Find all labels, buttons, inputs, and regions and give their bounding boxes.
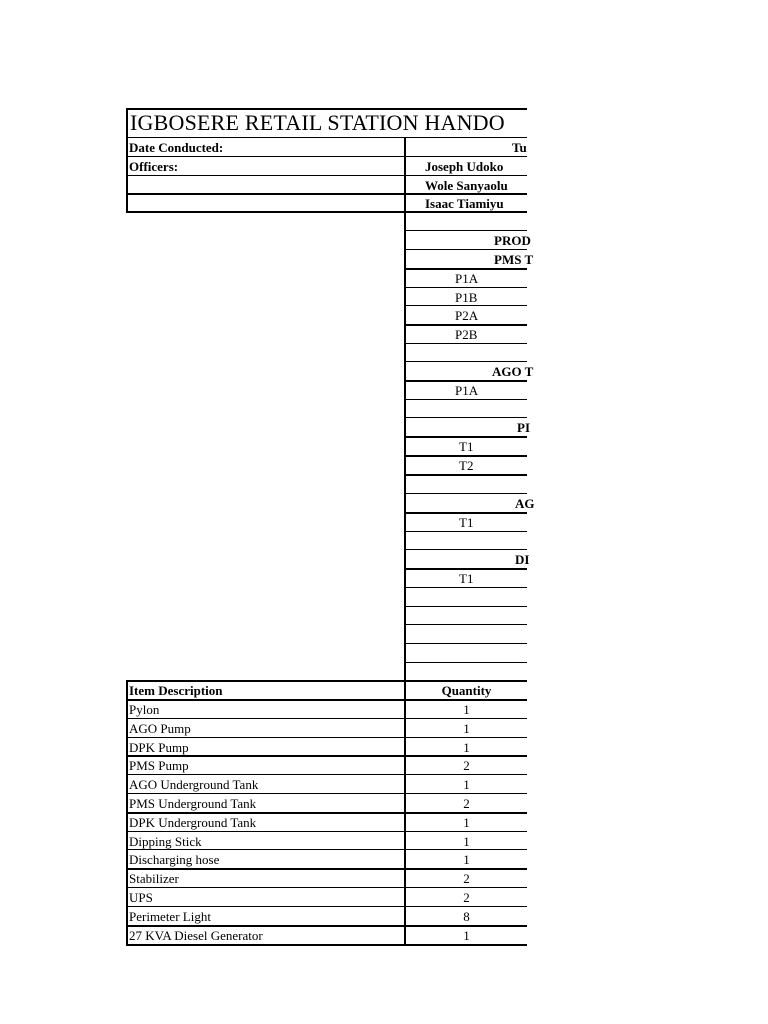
item-description: Perimeter Light: [129, 908, 211, 924]
item-quantity: 1: [463, 833, 470, 849]
item-quantity: 1: [463, 814, 470, 830]
rule: [405, 474, 527, 476]
rule: [405, 606, 527, 607]
ago-pumps-heading: AGO T: [492, 363, 534, 379]
item-description: Stabilizer: [129, 870, 179, 886]
rule: [405, 643, 527, 644]
officers-label: Officers:: [129, 158, 179, 174]
tank-label: T1: [459, 514, 474, 530]
item-description: DPK Underground Tank: [129, 814, 257, 830]
item-quantity: 1: [463, 720, 470, 736]
item-quantity: 8: [463, 908, 470, 924]
rule: [405, 624, 527, 625]
item-description: AGO Pump: [129, 720, 191, 736]
rule: [405, 531, 527, 532]
item-quantity: 1: [463, 739, 470, 755]
pump-label: P1A: [455, 270, 479, 286]
item-quantity: 1: [463, 701, 470, 717]
item-description: 27 KVA Diesel Generator: [129, 927, 263, 943]
rule: [126, 211, 527, 213]
item-quantity: 2: [463, 889, 470, 905]
rule: [405, 399, 527, 400]
tank-label: T1: [459, 570, 474, 586]
officer-name: Wole Sanyaolu: [425, 177, 508, 193]
date-value: Tu: [512, 139, 527, 155]
item-quantity: 2: [463, 870, 470, 886]
products-heading: PROD: [494, 232, 531, 248]
column-header-quantity: Quantity: [441, 682, 492, 698]
item-quantity: 1: [463, 927, 470, 943]
item-description: AGO Underground Tank: [129, 776, 259, 792]
rule: [405, 662, 527, 663]
item-description: Pylon: [129, 701, 160, 717]
ago-tanks-heading: AG: [515, 495, 535, 511]
rule: [126, 108, 128, 213]
item-quantity: 2: [463, 795, 470, 811]
rule: [405, 417, 527, 418]
rule: [405, 343, 527, 344]
pump-label: P2B: [455, 326, 478, 342]
tank-label: T2: [459, 457, 474, 473]
item-description: Discharging hose: [129, 851, 220, 867]
item-description: PMS Pump: [129, 757, 189, 773]
pms-pumps-heading: PMS T: [494, 251, 534, 267]
pms-tanks-heading: PI: [517, 419, 530, 435]
date-label: Date Conducted:: [129, 139, 224, 155]
pump-label: P2A: [455, 307, 479, 323]
rule: [405, 493, 527, 494]
rule: [405, 549, 527, 550]
tank-label: T1: [459, 438, 474, 454]
document-title: IGBOSERE RETAIL STATION HANDO: [130, 110, 505, 135]
officer-name: Isaac Tiamiyu: [425, 195, 504, 211]
column-header-description: Item Description: [129, 682, 223, 698]
item-quantity: 2: [463, 757, 470, 773]
item-description: DPK Pump: [129, 739, 189, 755]
item-quantity: 1: [463, 776, 470, 792]
dpk-tanks-heading: DI: [515, 551, 530, 567]
item-description: PMS Underground Tank: [129, 795, 257, 811]
item-quantity: 1: [463, 851, 470, 867]
pump-label: P1A: [455, 382, 479, 398]
officer-name: Joseph Udoko: [425, 158, 504, 174]
rule: [126, 944, 527, 946]
item-description: UPS: [129, 889, 153, 905]
pump-label: P1B: [455, 289, 478, 305]
rule: [405, 587, 527, 588]
item-description: Dipping Stick: [129, 833, 202, 849]
